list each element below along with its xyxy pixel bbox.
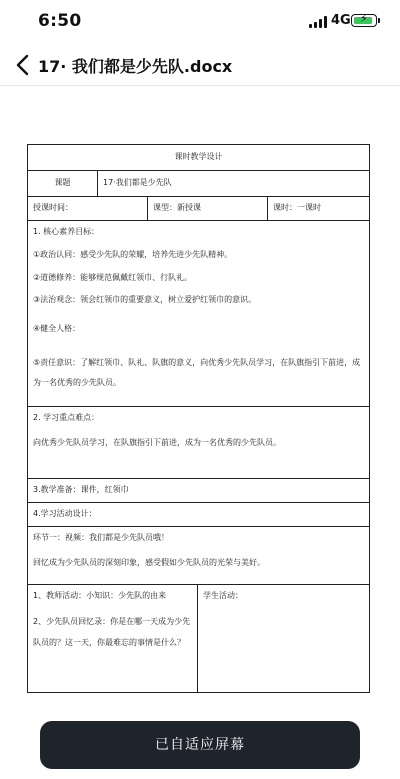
core-item: ⑤责任意识：了解红领巾、队礼、队旗的意义，向优秀少先队员学习，在队旗指引下前进，成为一名优秀的少先队员。 — [33, 357, 361, 387]
teacher-activity-cell — [28, 585, 198, 693]
link-one-title: 环节一：视频：我们都是少先队员哦！ — [33, 533, 169, 542]
signal-icon — [309, 16, 327, 28]
fit-screen-button[interactable]: 已自适应屏幕 — [40, 721, 360, 769]
table-title: 课时教学设计 — [28, 145, 370, 171]
document-viewer[interactable] — [0, 86, 400, 779]
core-item: ②道德修养：能够规范佩戴红领巾、行队礼。 — [33, 272, 193, 282]
key-text: 向优秀少先队员学习，在队旗指引下前进，成为一名优秀的少先队员。 — [33, 437, 281, 447]
topic-label: 课题 — [28, 171, 98, 197]
core-heading: 1. 核心素养目标： — [33, 227, 100, 236]
activity-heading: 4.学习活动设计： — [28, 503, 370, 527]
link-one-cell — [28, 527, 370, 585]
period: 课时：一课时 — [268, 197, 370, 221]
core-item: ③法治观念：领会红领巾的重要意义，树立爱护红领巾的意识。 — [33, 295, 257, 305]
class-time-label: 授课时间： — [28, 197, 148, 221]
status-time: 6:50 — [38, 11, 82, 31]
lesson-plan-document — [27, 144, 369, 693]
prep-label: 3.教学准备： — [33, 485, 81, 495]
back-button[interactable] — [10, 50, 36, 80]
student-activity-cell — [198, 585, 370, 693]
status-bar — [0, 0, 400, 44]
charging-icon: ⚡ — [360, 12, 368, 25]
lesson-plan-table — [27, 144, 370, 693]
chevron-left-icon — [10, 50, 36, 80]
document-title: 17· 我们都是少先队.docx — [38, 57, 233, 76]
teacher-activity: 1、教师活动：小知识：少先队的由来 — [33, 591, 167, 600]
prep-cell — [28, 479, 370, 503]
key-heading: 2. 学习重点难点： — [33, 413, 100, 422]
core-literacy-cell — [28, 221, 370, 407]
link-one-text: 回忆成为少先队员的深刻印象，感受假如少先队员的光荣与美好。 — [33, 557, 265, 567]
battery-cap — [378, 18, 380, 23]
lesson-type: 课型：新授课 — [148, 197, 268, 221]
nav-bar — [0, 44, 400, 86]
key-points-cell — [28, 407, 370, 479]
topic-value: 17·我们都是少先队 — [98, 171, 370, 197]
student-activity-label: 学生活动： — [203, 591, 243, 600]
network-type: 4G — [331, 13, 351, 28]
teacher-activity: 2、少先队员回忆录：你是在哪一天成为少先队员的？这一天，你最难忘的事情是什么？ — [33, 616, 191, 647]
core-item: ④健全人格： — [33, 324, 81, 334]
core-item: ①政治认同：感受少先队的荣耀，培养先进少先队精神。 — [33, 249, 233, 259]
prep-value: 课件，红领巾 — [80, 485, 129, 495]
